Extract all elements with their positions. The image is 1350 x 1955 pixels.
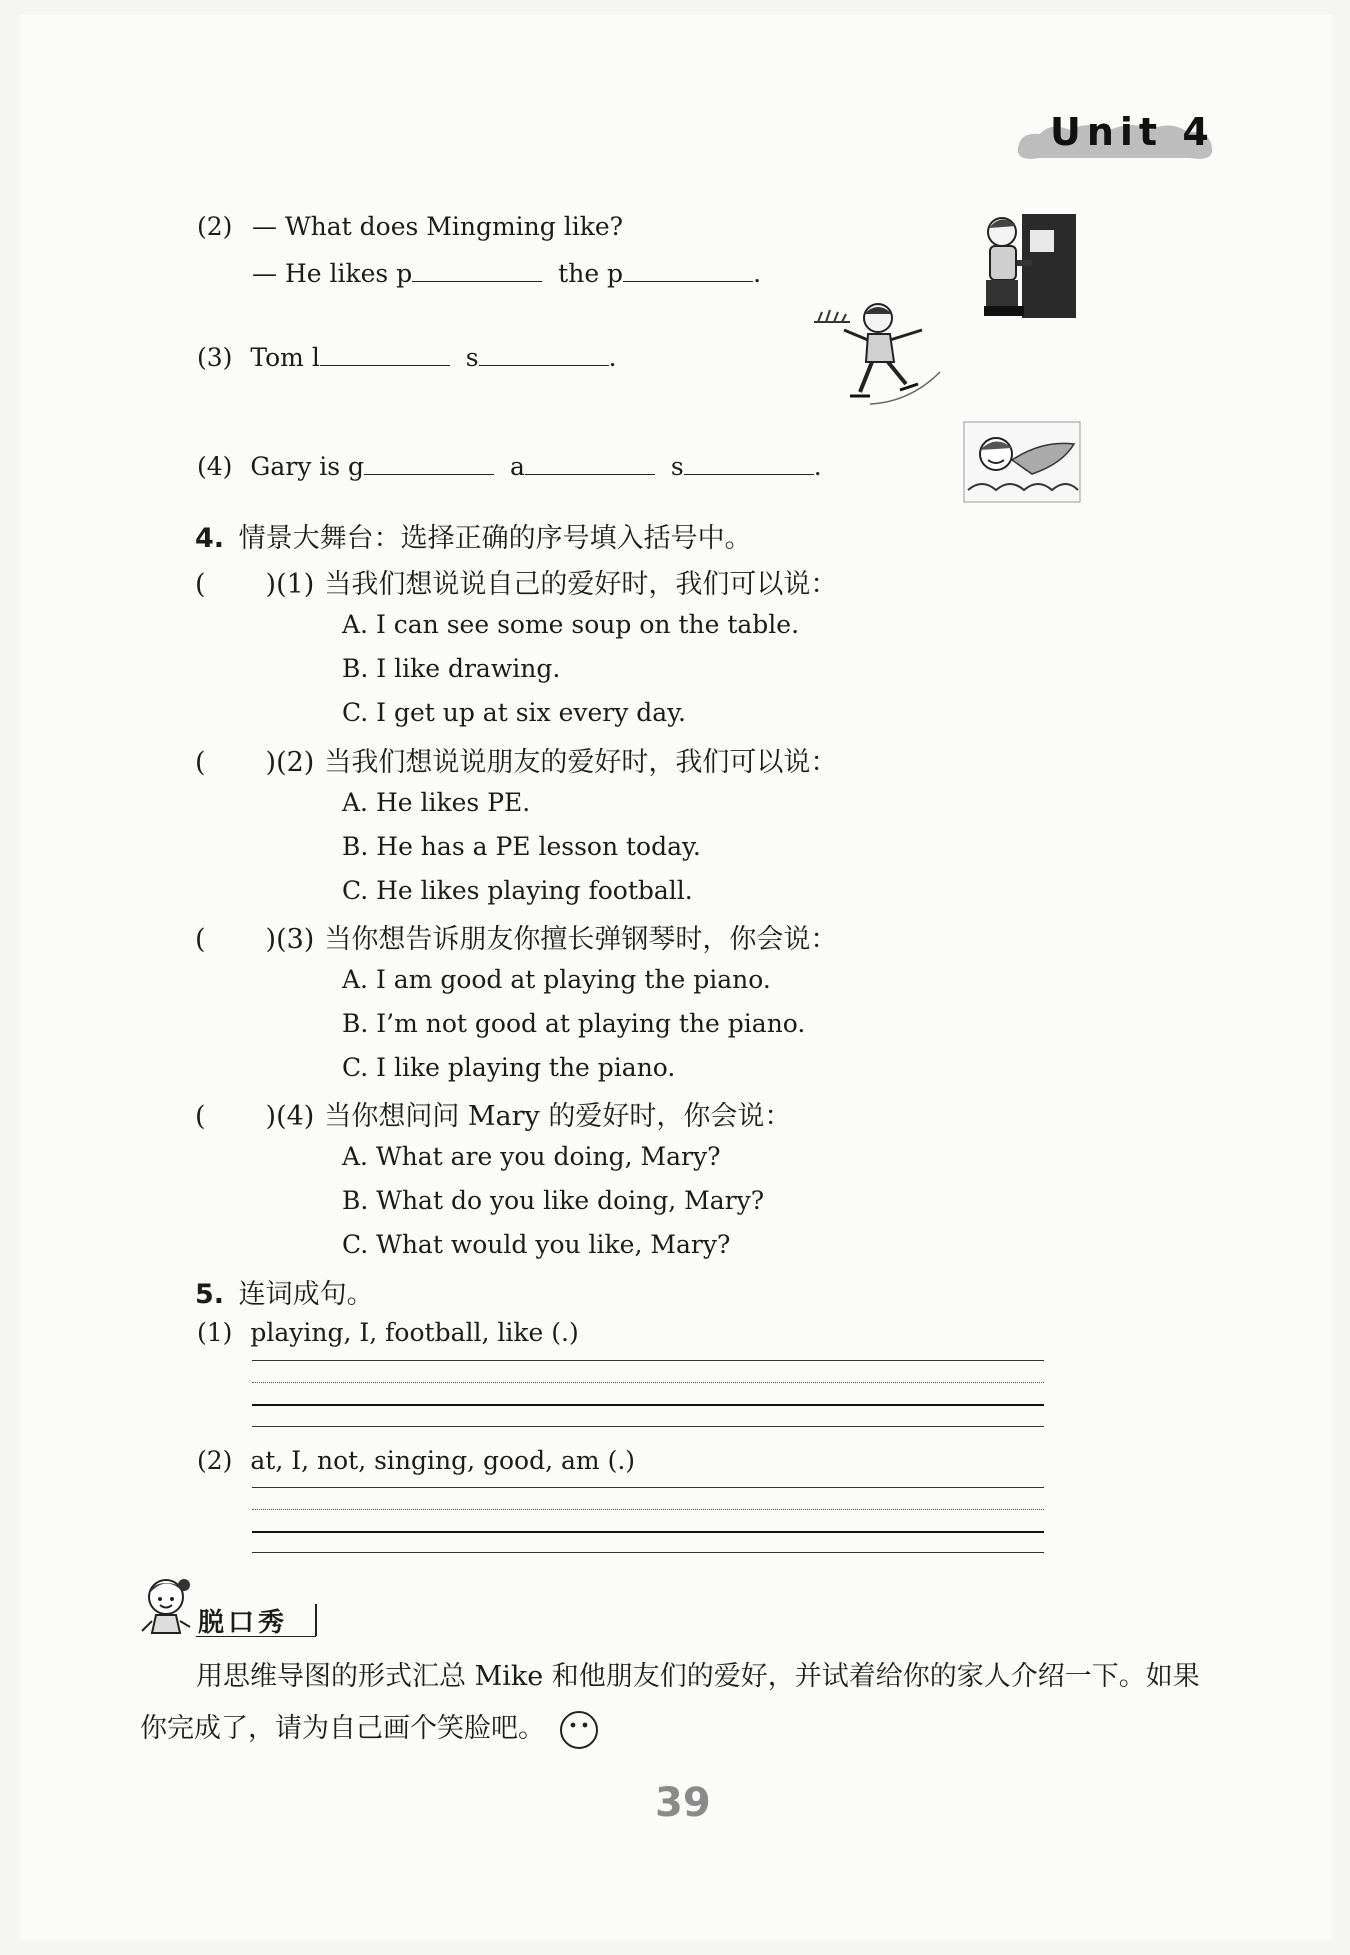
writing-line [252, 1426, 1044, 1427]
question-number: 5. [195, 1279, 225, 1310]
blank-2[interactable] [479, 340, 609, 366]
kou-title-underline [196, 1636, 316, 1637]
item-end: . [813, 452, 822, 481]
smiley-face-icon[interactable] [558, 1709, 600, 1751]
item-prefix: Gary is g [250, 452, 365, 481]
q4-item-4 [195, 1094, 791, 1133]
answer-paren-open: ( [195, 747, 206, 778]
item-number: (3) [197, 343, 233, 372]
girl-mascot-icon [140, 1575, 198, 1639]
answer-paren-open: ( [195, 569, 206, 600]
item-prompt: 当你想问问 Mary 的爱好时，你会说： [324, 1101, 792, 1132]
option-b[interactable]: B. I like drawing. [342, 654, 561, 683]
writing-line-dotted [252, 1382, 1044, 1383]
q5-item1 [197, 1318, 579, 1347]
question-number: 4. [195, 523, 225, 554]
item-mid1: a [510, 452, 525, 481]
option-c[interactable]: C. I like playing the piano. [342, 1053, 676, 1082]
item-number: (2) [197, 1446, 233, 1475]
item-mid2: s [670, 452, 684, 481]
kou-text-line2 [140, 1706, 600, 1751]
boy-playing-piano-illustration [980, 210, 1080, 325]
kou-title: 脱口秀 [198, 1608, 289, 1638]
item-number: (1) [197, 1318, 233, 1347]
blank-2[interactable] [623, 256, 753, 282]
option-b[interactable]: B. He has a PE lesson today. [342, 832, 701, 861]
item-prefix: Tom l [250, 343, 320, 372]
writing-line [252, 1552, 1044, 1553]
blank-2[interactable] [525, 449, 655, 475]
writing-line[interactable] [252, 1487, 1044, 1488]
item-words: playing, I, football, like (.) [250, 1318, 579, 1347]
q5-item2 [197, 1446, 635, 1475]
blank-1[interactable] [320, 340, 450, 366]
item-end: . [608, 343, 617, 372]
item-number: )(1) [265, 569, 315, 600]
option-c[interactable]: C. What would you like, Mary? [342, 1230, 731, 1259]
writing-line-dotted [252, 1509, 1044, 1510]
item-prompt: 当我们想说说自己的爱好时，我们可以说： [324, 569, 838, 600]
option-c[interactable]: C. I get up at six every day. [342, 698, 686, 727]
writing-line-baseline [252, 1531, 1044, 1533]
blank-3[interactable] [684, 449, 814, 475]
boy-skating-illustration [810, 300, 950, 410]
item-words: at, I, not, singing, good, am (.) [250, 1446, 636, 1475]
answer-paren-open: ( [195, 1101, 206, 1132]
kou-text-line1: 用思维导图的形式汇总 Mike 和他朋友们的爱好，并试着给你的家人介绍一下。如果 [196, 1661, 1200, 1692]
blank-1[interactable] [412, 256, 542, 282]
blank-1[interactable] [364, 449, 494, 475]
question-title: 连词成句。 [238, 1279, 374, 1310]
q4-item-3 [195, 917, 837, 956]
q4-heading [195, 516, 752, 555]
q4-item-1 [195, 562, 837, 601]
item-number: )(4) [265, 1101, 315, 1132]
option-a[interactable]: A. I am good at playing the piano. [342, 965, 771, 994]
item-number: (4) [197, 452, 233, 481]
kou-title-divider [315, 1604, 317, 1636]
option-b[interactable]: B. What do you like doing, Mary? [342, 1186, 765, 1215]
q3-item2-answer [252, 256, 761, 288]
item-prompt: 当我们想说说朋友的爱好时，我们可以说： [324, 747, 838, 778]
unit-header [1010, 108, 1218, 168]
option-a[interactable]: A. He likes PE. [342, 788, 531, 817]
question-title: 情景大舞台：选择正确的序号填入括号中。 [238, 523, 752, 554]
kou-text: 你完成了，请为自己画个笑脸吧。 [140, 1713, 545, 1744]
answer-paren-open: ( [195, 924, 206, 955]
option-b[interactable]: B. I’m not good at playing the piano. [342, 1009, 806, 1038]
writing-line[interactable] [252, 1360, 1044, 1361]
q5-heading [195, 1272, 374, 1311]
item-prompt: 当你想告诉朋友你擅长弹钢琴时，你会说： [324, 924, 838, 955]
writing-line-baseline [252, 1404, 1044, 1406]
boy-swimming-illustration [962, 420, 1082, 504]
q3-item3 [197, 340, 617, 372]
q3-item2-question: — What does Mingming like? [252, 212, 624, 241]
q3-item2-number: (2) [197, 212, 233, 241]
answer-prefix: — He likes p [252, 259, 413, 288]
page-number: 39 [655, 1780, 711, 1826]
item-number: )(2) [265, 747, 315, 778]
answer-end: . [753, 259, 762, 288]
q4-item-2 [195, 740, 837, 779]
item-number: )(3) [265, 924, 315, 955]
answer-mid: the p [558, 259, 624, 288]
option-a[interactable]: A. What are you doing, Mary? [342, 1142, 721, 1171]
q3-item4 [197, 449, 822, 481]
option-a[interactable]: A. I can see some soup on the table. [342, 610, 800, 639]
option-c[interactable]: C. He likes playing football. [342, 876, 693, 905]
unit-title: Unit 4 [1050, 110, 1215, 154]
item-mid: s [465, 343, 479, 372]
